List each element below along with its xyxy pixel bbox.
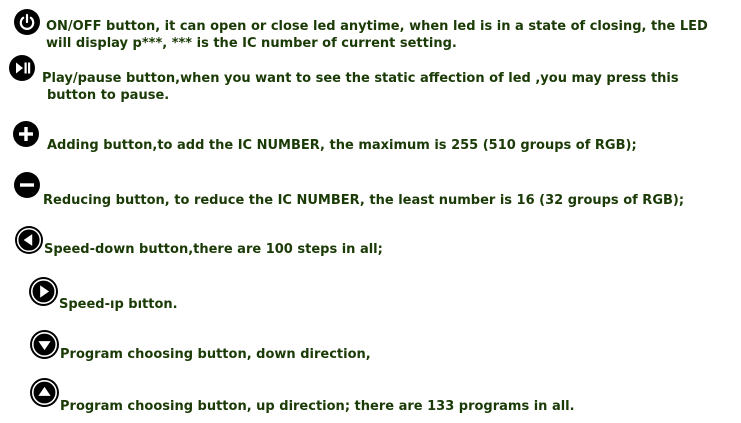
speed-down-description: Speed-down button,there are 100 steps in all; bbox=[44, 242, 383, 257]
down-arrow-icon bbox=[30, 330, 59, 359]
reducing-description: Reducing button, to reduce the IC NUMBER, the least number is 16 (32 groups of RGB); bbox=[43, 193, 685, 208]
adding-description: Adding button,to add the IC NUMBER, the maximum is 255 (510 groups of RGB); bbox=[47, 138, 637, 153]
power-description-line-1: ON/OFF button, it can open or close led anytime, when led is in a state of closing, the LED bbox=[46, 19, 708, 34]
program-up-description: Program choosing button, up direction; there are 133 programs in all. bbox=[60, 399, 575, 414]
up-arrow-icon bbox=[30, 378, 59, 407]
speed-up-description: Speed-ıp bıtton. bbox=[59, 297, 178, 312]
program-down-description: Program choosing button, down direction, bbox=[60, 347, 371, 362]
play-pause-description-line-1: Play/pause button,when you want to see the static affection of led ,you may press this bbox=[42, 71, 679, 86]
minus-icon bbox=[14, 172, 40, 198]
plus-icon bbox=[13, 121, 39, 147]
play-pause-icon bbox=[9, 55, 35, 81]
play-pause-description-line-2: button to pause. bbox=[47, 88, 170, 103]
speed-down-icon bbox=[15, 226, 43, 254]
speed-up-icon bbox=[29, 277, 58, 306]
power-icon bbox=[14, 9, 40, 35]
power-description-line-2: will display p***, *** is the IC number of current setting. bbox=[46, 36, 457, 51]
